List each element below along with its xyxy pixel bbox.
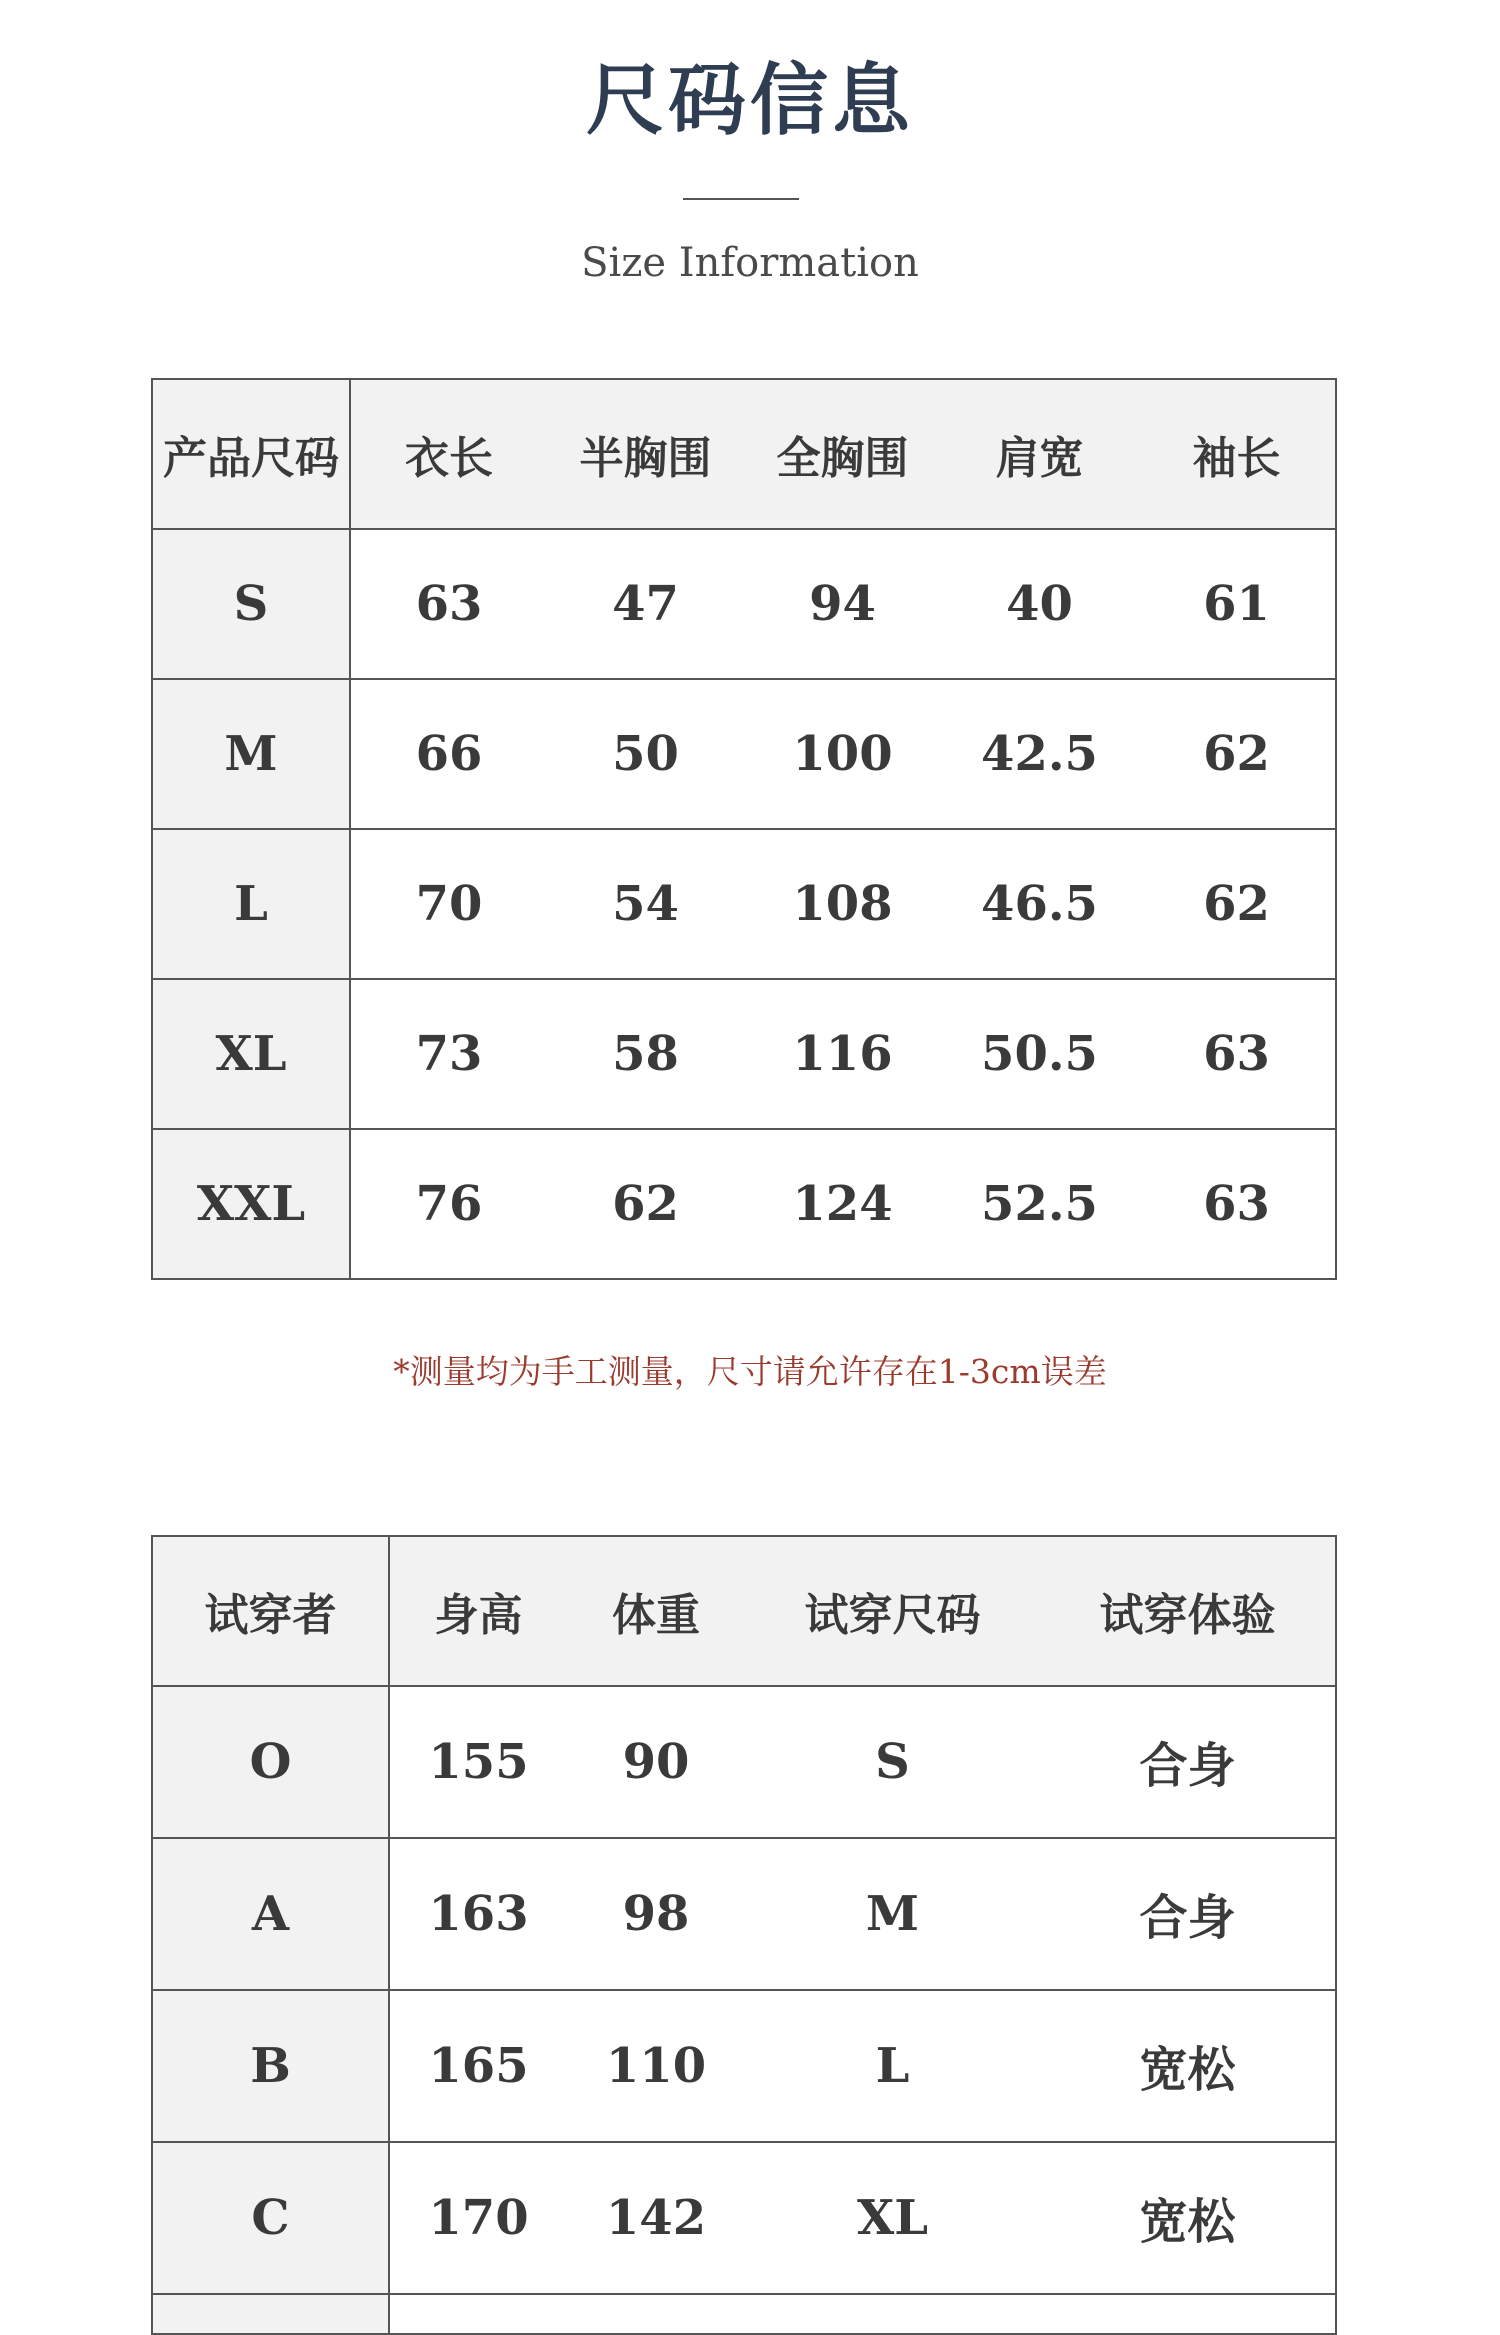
table-row [152,2142,1336,2294]
table-cell: 47 [547,529,744,679]
table-cell: 合身 [1040,1686,1336,1838]
table-row [152,1686,1336,1838]
tester-label-cell: B [152,1990,389,2142]
size-label-cell: L [152,829,350,979]
table-cell: 63 [350,529,547,679]
size-table [151,378,1337,1280]
table-cell: S [745,1686,1040,1838]
table-row [152,979,1336,1129]
table-cell: 94 [744,529,941,679]
title-divider [683,198,799,200]
trial-header-cell: 试穿尺码 [745,1536,1040,1686]
table-cell: 54 [547,829,744,979]
table-cell: M [745,1838,1040,1990]
table-cell: 宽松 [1040,2142,1336,2294]
tester-label-cell: O [152,1686,389,1838]
trial-header-cell: 试穿体验 [1040,1536,1336,1686]
tester-label-cell [152,2294,389,2335]
trial-header-cell: 试穿者 [152,1536,389,1686]
table-cell: 62 [1138,829,1336,979]
table-cell: 100 [744,679,941,829]
table-cell: 50 [547,679,744,829]
table-cell: 142 [567,2142,745,2294]
table-cell: 76 [350,1129,547,1279]
tester-label-cell: A [152,1838,389,1990]
trial-header-cell: 身高 [389,1536,567,1686]
table-cell: XL [745,2142,1040,2294]
table-row-partial [152,2294,1336,2335]
table-cell: 61 [1138,529,1336,679]
table-cell: 63 [1138,1129,1336,1279]
table-cell [389,2294,567,2335]
table-row [152,1838,1336,1990]
size-header-cell: 衣长 [350,379,547,529]
size-header-cell: 袖长 [1138,379,1336,529]
table-cell: 62 [547,1129,744,1279]
table-row [152,529,1336,679]
table-cell: 50.5 [941,979,1138,1129]
table-cell: 165 [389,1990,567,2142]
table-cell: 108 [744,829,941,979]
table-cell: 170 [389,2142,567,2294]
size-header-cell: 肩宽 [941,379,1138,529]
table-row [152,1129,1336,1279]
table-cell: 62 [1138,679,1336,829]
trial-header-cell: 体重 [567,1536,745,1686]
table-row [152,1990,1336,2142]
table-cell: 52.5 [941,1129,1138,1279]
table-cell: L [745,1990,1040,2142]
page-title: 尺码信息 [585,55,914,146]
size-header-cell: 全胸围 [744,379,941,529]
table-cell: 合身 [1040,1838,1336,1990]
size-header-cell: 半胸围 [547,379,744,529]
table-cell [1040,2294,1336,2335]
size-header-cell: 产品尺码 [152,379,350,529]
table-cell: 63 [1138,979,1336,1129]
table-cell: 70 [350,829,547,979]
table-cell: 90 [567,1686,745,1838]
table-cell: 163 [389,1838,567,1990]
size-label-cell: S [152,529,350,679]
table-cell: 66 [350,679,547,829]
table-cell: 宽松 [1040,1990,1336,2142]
size-table-header-row [152,379,1336,529]
tester-label-cell: C [152,2142,389,2294]
table-cell: 42.5 [941,679,1138,829]
table-cell [745,2294,1040,2335]
table-cell: 58 [547,979,744,1129]
trial-table [151,1535,1337,2335]
size-label-cell: XL [152,979,350,1129]
table-row [152,679,1336,829]
table-cell: 110 [567,1990,745,2142]
size-label-cell: XXL [152,1129,350,1279]
table-cell: 73 [350,979,547,1129]
table-cell: 124 [744,1129,941,1279]
size-label-cell: M [152,679,350,829]
table-cell: 98 [567,1838,745,1990]
page-subtitle: Size Information [581,240,919,286]
table-cell: 155 [389,1686,567,1838]
table-cell: 40 [941,529,1138,679]
trial-table-header-row [152,1536,1336,1686]
measurement-note: *测量均为手工测量，尺寸请允许存在1-3cm误差 [393,1352,1107,1391]
table-cell [567,2294,745,2335]
table-row [152,829,1336,979]
table-cell: 46.5 [941,829,1138,979]
table-cell: 116 [744,979,941,1129]
